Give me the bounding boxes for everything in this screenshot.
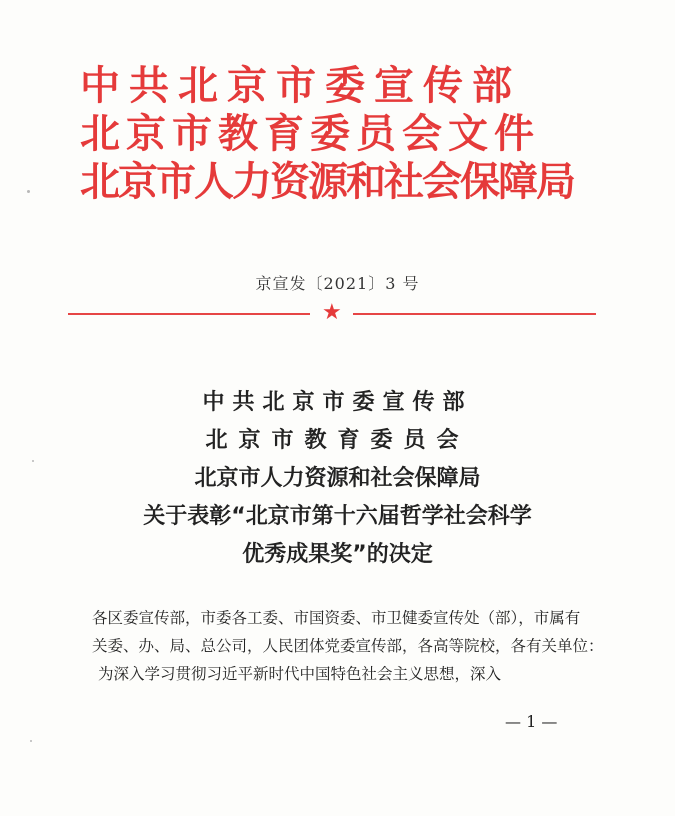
issuer-line-2: 北京市教育委员会文件 [80,111,540,157]
document-title [0,384,675,574]
title-line-2: 北京市教育委员会 [205,428,470,453]
document-number: 京宣发〔2021〕3 号 [255,274,420,293]
body-line-3: 为深入学习贯彻习近平新时代中国特色社会主义思想，深入 [98,665,502,683]
scan-speck [32,460,34,462]
issuer-line-1: 中共北京市委宣传部 [80,63,521,109]
title-line-5: 优秀成果奖”的决定 [242,542,433,567]
title-line-1: 中共北京市委宣传部 [202,390,473,415]
body-line-2: 关委、办、局、总公司，人民团体党委宣传部，各高等院校，各有关单位： [92,637,604,655]
page-number: — 1 — [505,712,558,731]
body-line-1: 各区委宣传部，市委各工委、市国资委、市卫健委宣传处（部），市属有 [92,609,581,627]
issuer-line-3: 北京市人力资源和社会保障局 [80,159,574,205]
scan-speck [30,740,32,742]
title-line-4: 关于表彰“北京市第十六届哲学社会科学 [143,504,532,529]
document-body [92,604,608,688]
red-divider [68,300,596,325]
issuer-header [80,62,600,206]
scan-speck [27,190,30,193]
title-line-3: 北京市人力资源和社会保障局 [194,466,481,491]
star-icon: ★ [322,300,342,325]
divider-line-left [68,313,310,315]
divider-line-right [353,313,596,315]
